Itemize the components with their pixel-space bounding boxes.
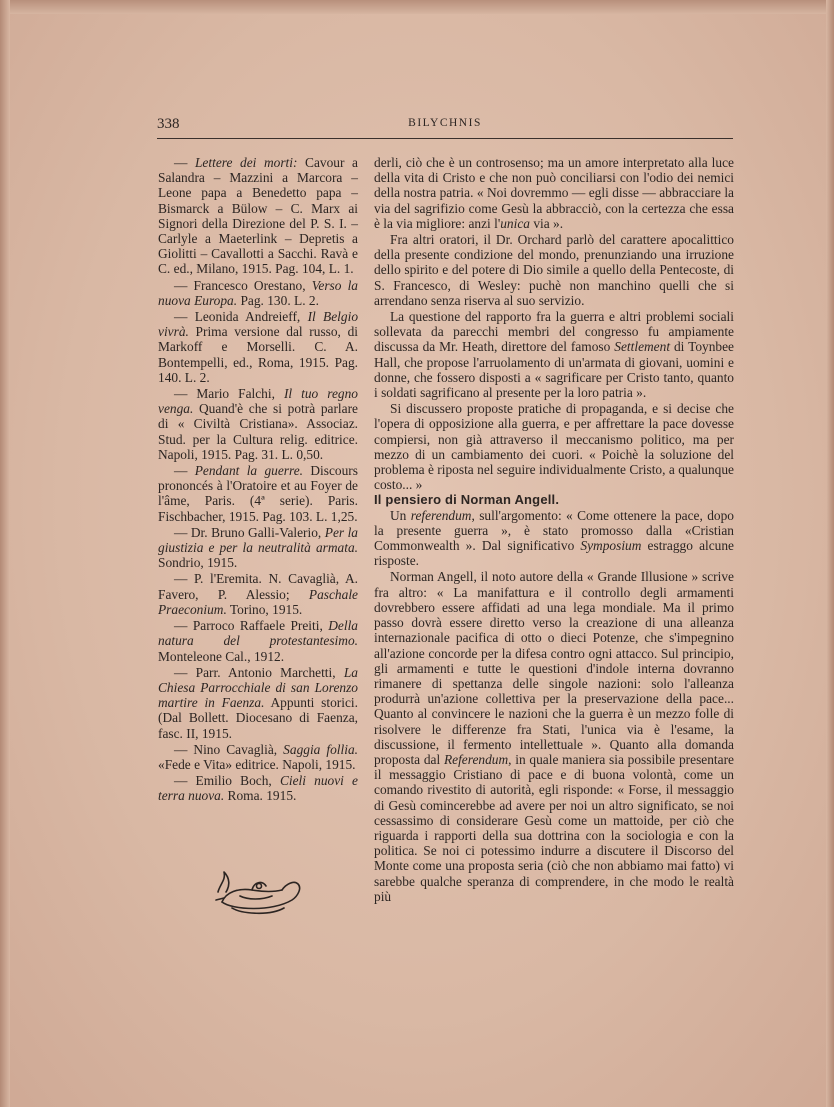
paragraph [374, 232, 734, 308]
bibliography-entry [158, 525, 358, 571]
text-run: — Parroco Raffaele Preiti, [174, 618, 329, 634]
text-run: — Mario Falchi, [174, 386, 284, 402]
page-edge-right [826, 0, 834, 1107]
text-run: Quand'è che si potrà parlare di « Civiltà Cristiana». Associaz. Stud. per la Cultura relig. editrice. Napoli, 1915. Pag. 31. L. 0,50. [158, 401, 358, 462]
page-edge-left [0, 0, 10, 1107]
text-run: , sull'argomento: « Come ottenere la pace, dopo la presente guerra », è stato promosso dalla «Cristian Commonwealth ». Dal significativo [374, 507, 734, 554]
right-column-article [374, 155, 734, 904]
page-number: 338 [157, 116, 180, 132]
text-run: — Leonida Andreieff, [174, 309, 308, 325]
bibliography-entry [158, 773, 358, 803]
text-run: , in quale maniera sia possibile presentare il messaggio Cristiano di pace e di buona volontà, come un comando rivestito di autorità, egli risponde: « Forse, il messaggio di Gesù comincerebbe ad avere per noi un altro significato, se noi cessassimo di considerare Gesù come un mattoide, per ciò che riguarda i rapporti della sua dottrina con la sociologia e con la politica. Se noi ci potessimo indurre a discutere il Discorso del Monte come una proposta seria (ciò che non abbiamo mai fatto) vi sarebbe qualche speranza di comprendere, in che modo le realtà più [374, 751, 734, 904]
text-run: Cavour a Salandra – Mazzini a Marcora – Leone papa a Benedetto papa – Bismarck a Bülow – C. Marx ai Signori della Direzione del P. S. I. – Carlyle a Maeterlink – Depretis a Giolitti – Cavallotti a Sacchi. Ravà e C. ed., Milano, 1915. Pag. 104, L. 1. [158, 155, 358, 277]
oil-lamp-ornament-icon [212, 862, 308, 918]
paragraph [374, 508, 734, 569]
bibliography-entry [158, 618, 358, 664]
bibliography-entry [158, 463, 358, 524]
italic-text: Paschale Praeconium. [158, 586, 358, 617]
italic-text: Della natura del protestantesimo. [158, 618, 358, 649]
paragraph [374, 155, 734, 231]
text-run: Pag. 130. L. 2. [237, 292, 319, 308]
text-run: — Nino Cavaglià, [174, 741, 284, 757]
text-run: — Francesco Orestano, [174, 277, 312, 293]
italic-text: Verso la nuova Europa. [158, 277, 358, 308]
article-section-body [374, 508, 734, 904]
left-column-bibliography [158, 155, 358, 804]
text-run: — Parr. Antonio Marchetti, [174, 664, 344, 680]
text-run: — [174, 155, 195, 170]
italic-text: Symposium [580, 538, 642, 554]
text-run: Torino, 1915. [226, 601, 303, 617]
bibliography-entry [158, 665, 358, 741]
text-run: via ». [529, 215, 564, 231]
bibliography-entry [158, 386, 358, 462]
italic-text: Lettere dei morti: [194, 155, 298, 170]
running-title: BILYCHNIS [408, 117, 482, 129]
bibliography-entry [158, 742, 358, 772]
text-run: Monteleone Cal., 1912. [158, 648, 285, 664]
text-run: Fra altri oratori, il Dr. Orchard parlò del carattere apocalittico della presente condizione del mondo, prenunziando una irruzione dello spirito e del potere di Dio simile a quello della Pentecoste, di S. Francesco, di Wesley: puchè non manchino quelli che si arrendano senza riserva al suo servizio. [374, 232, 734, 308]
text-run: La questione del rapporto fra la guerra e altri problemi sociali sollevata da parecchi membri del congresso fu ampiamente discussa da Mr. Heath, direttore del famoso [374, 309, 734, 355]
text-run: Discours prononcés à l'Oratoire et au Foyer de l'âme, Paris. (4ª serie). Paris. Fischbacher, 1915. Pag. 103. L. 1,25. [158, 463, 358, 524]
italic-text: Pendant la guerre. [194, 463, 304, 479]
text-run: Un [390, 507, 411, 523]
italic-text: referendum [410, 507, 472, 523]
article-continuation [374, 155, 734, 492]
text-run: Appunti storici. (Dal Bollett. Diocesano di Faenza, fasc. II, 1915. [158, 695, 358, 741]
paragraph [374, 569, 734, 903]
italic-text: unica [500, 215, 530, 231]
running-header [157, 112, 733, 139]
bibliography-entry [158, 155, 358, 277]
italic-text: Saggia follia. [283, 741, 359, 757]
italic-text: Referendum [443, 751, 509, 767]
italic-text: La Chiesa Parrocchiale di san Lorenzo martire in Faenza. [158, 664, 358, 711]
text-run: — [174, 463, 195, 479]
paragraph [374, 309, 734, 400]
bibliography-entry [158, 278, 358, 308]
text-run: di Toynbee Hall, che propose l'arruolamento di un'armata di giovani, uomini e donne, che fossero disposti a « sagrificare per Cristo tanto, quanto i soldati sagrificano al presente per la loro patria ». [374, 339, 735, 401]
italic-text: Per la giustizia e per la neutralità armata. [158, 524, 358, 556]
text-run: Prima versione dal russo, di Markoff e Morselli. C. A. Bontempelli, ed., Roma, 1915. Pag. 140. L. 2. [158, 324, 358, 385]
text-run: — Emilio Boch, [174, 773, 280, 789]
text-run: Sondrio, 1915. [158, 555, 238, 571]
text-run: derli, ciò che è un controsenso; ma un amore interpretato alla luce della vita di Cristo e che non può conciliarsi con l'odio dei nemici della nostra patria. « Noi dovremmo — egli disse — abbracciare la via del sagrifizio come Gesù la abbracciò, con la certezza che essa è la via migliore: anzi l' [374, 155, 734, 231]
text-run: — Dr. Bruno Galli-Valerio, [174, 524, 325, 540]
page-edge-top [0, 0, 834, 14]
section-heading: Il pensiero di Norman Angell. [374, 492, 560, 508]
italic-text: Il tuo regno venga. [158, 386, 358, 417]
bibliography-entry [158, 309, 358, 385]
italic-text: Il Belgio vivrà. [158, 309, 359, 340]
bibliography-entry [158, 571, 358, 617]
text-run: estraggo alcune risposte. [374, 538, 735, 569]
text-run: — P. l'Eremita. N. Cavaglià, A. Favero, P. Alessio; [158, 571, 358, 602]
text-run: «Fede e Vita» editrice. Napoli, 1915. [158, 756, 356, 772]
text-run: Norman Angell, il noto autore della « Grande Illusione » scrive fra altro: « La manifattura e il controllo degli armamenti dovrebbero essere affidati ad una lega mondiale. Ma il primo passo dovrà essere diretto verso la creazione di una alleanza internazionale pacifica di otto o dieci Potenze, che s'impegnino all'azione concorde per la difesa contro ogni attacco. Sul principio, gli armamenti e tutte le questioni d'indole interna dovranno rimanere di spettanza delle singole nazioni: solo l'alleanza produrrà un'azione collettiva per la preservazione della pace... Quanto al convincere le nazioni che la guerra è un mezzo folle di risolvere le differenze fra Stati, l'unica via è l'esame, la discussione, il fermento intellettuale ». Quanto alla domanda proposta dal [374, 569, 734, 767]
paragraph [374, 401, 734, 492]
italic-text: Settlement [614, 339, 671, 355]
text-run: Si discussero proposte pratiche di propaganda, e si decise che l'opera di opposizione alla guerra, e per affrettare la pace dovesse compiersi, non già attraverso il meccanismo politico, ma per mezzo di un cambiamento dei cuori. « Poichè la soluzione del problema è riposta nel seguire individualmente Cristo, a qualunque costo... » [374, 401, 734, 493]
italic-text: Cieli nuovi e terra nuova. [158, 773, 358, 804]
text-run: Roma. 1915. [224, 788, 297, 804]
